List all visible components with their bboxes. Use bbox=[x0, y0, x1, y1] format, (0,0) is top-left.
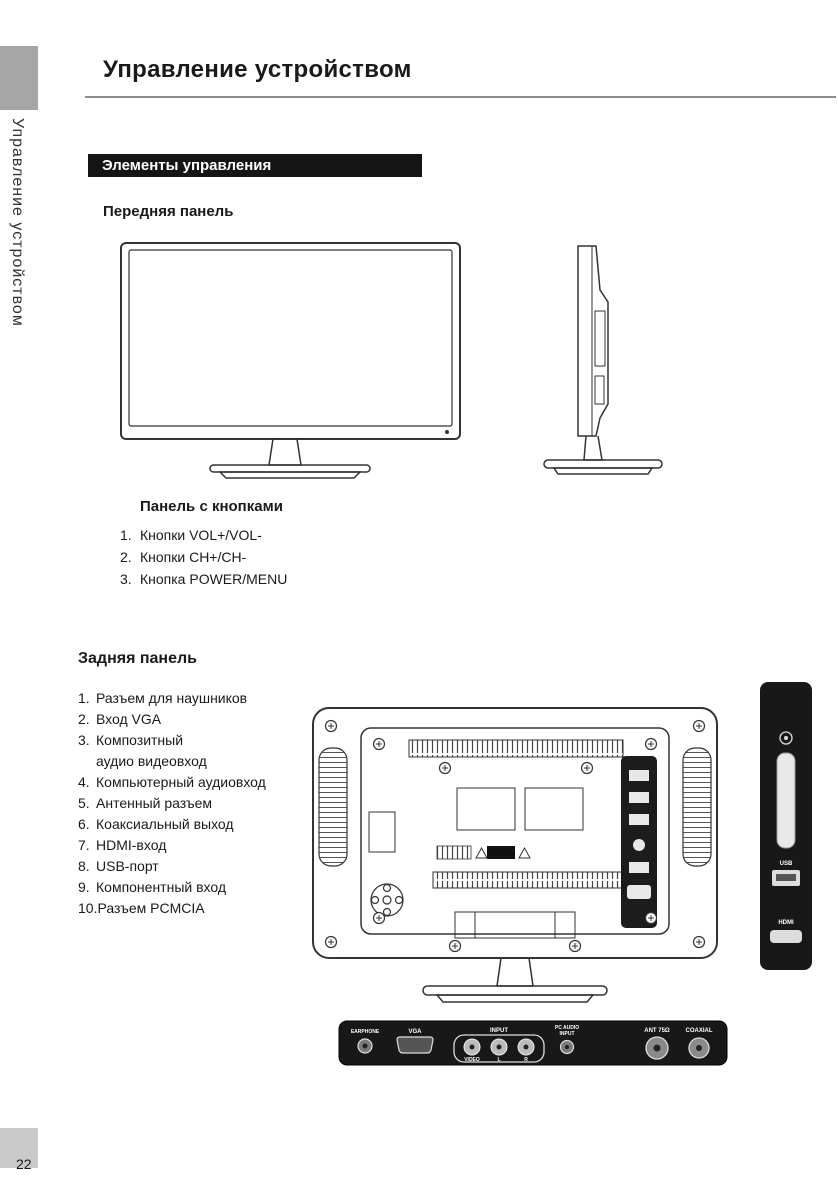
usb-port-inner bbox=[776, 874, 796, 881]
video-rca-center bbox=[470, 1045, 475, 1050]
item-number: 9. bbox=[78, 879, 90, 895]
item-number: 3. bbox=[120, 571, 132, 587]
hdmi-port bbox=[770, 930, 802, 943]
pc-audio-jack-center bbox=[565, 1045, 569, 1049]
tv-side-view bbox=[544, 246, 662, 474]
item-text: HDMI-вход bbox=[96, 837, 167, 853]
hdmi-label: HDMI bbox=[778, 920, 794, 926]
item-number: 5. bbox=[78, 795, 90, 811]
list-item bbox=[78, 688, 266, 709]
back-stand bbox=[423, 958, 607, 1002]
usb-label: USB bbox=[779, 861, 793, 867]
small-vent bbox=[437, 846, 471, 859]
item-text: Вход VGA bbox=[96, 711, 162, 727]
power-led-icon bbox=[445, 430, 449, 434]
stand-base bbox=[210, 465, 370, 472]
item-text: Кнопки VOL+/VOL- bbox=[140, 527, 262, 543]
label-sticker bbox=[457, 788, 515, 830]
back-panel-list bbox=[78, 688, 266, 919]
item-number: 2. bbox=[78, 711, 90, 727]
list-item bbox=[78, 814, 266, 835]
audio-r-rca-center bbox=[524, 1045, 529, 1050]
list-item bbox=[78, 709, 266, 730]
earphone-jack-center bbox=[363, 1044, 368, 1049]
title-divider bbox=[85, 96, 836, 98]
vga-connector-icon bbox=[397, 1037, 433, 1053]
side-stand-base bbox=[544, 460, 662, 468]
audio-l-label: L bbox=[497, 1057, 501, 1063]
list-item bbox=[78, 772, 266, 793]
audio-l-rca-center bbox=[497, 1045, 502, 1050]
item-text: Компьютерный аудиовход bbox=[96, 774, 266, 790]
item-number: 6. bbox=[78, 816, 90, 832]
top-vent bbox=[409, 740, 623, 757]
list-item bbox=[78, 856, 266, 877]
buttons-panel-heading: Панель с кнопками bbox=[140, 498, 283, 515]
front-panel-diagram bbox=[100, 236, 720, 486]
rear-connector-column bbox=[621, 756, 657, 928]
list-item bbox=[78, 877, 266, 898]
item-text: Кнопка POWER/MENU bbox=[140, 571, 288, 587]
item-number: 4. bbox=[78, 774, 90, 790]
input-label: INPUT bbox=[490, 1028, 508, 1034]
item-text-line1: Композитный bbox=[96, 732, 184, 748]
item-number: 10. bbox=[78, 900, 98, 916]
front-buttons-list bbox=[120, 524, 287, 590]
stand-neck bbox=[269, 439, 301, 465]
list-item bbox=[78, 730, 266, 772]
antenna-connector-center bbox=[654, 1045, 661, 1052]
antenna-label: ANT 75Ω bbox=[644, 1028, 670, 1034]
item-text: Компонентный вход bbox=[96, 879, 227, 895]
back-panel-diagram bbox=[305, 700, 725, 1010]
list-item bbox=[120, 568, 287, 590]
pc-audio-label-line1: PC AUDIO bbox=[554, 1025, 580, 1031]
back-panel-heading: Задняя панель bbox=[78, 650, 197, 667]
item-text: Разъем PCMCIA bbox=[97, 900, 205, 916]
list-item bbox=[78, 835, 266, 856]
front-panel-heading: Передняя панель bbox=[103, 203, 234, 220]
item-number: 2. bbox=[120, 549, 132, 565]
item-text: Кнопки CH+/CH- bbox=[140, 549, 247, 565]
sidebar-tab-top bbox=[0, 46, 38, 110]
video-label: VIDEO bbox=[464, 1057, 480, 1063]
sidebar-vertical-label: Управление устройством bbox=[9, 118, 26, 327]
item-number: 8. bbox=[78, 858, 90, 874]
audio-r-label: R bbox=[524, 1057, 528, 1063]
list-item bbox=[120, 546, 287, 568]
list-item bbox=[120, 524, 287, 546]
item-number: 7. bbox=[78, 837, 90, 853]
list-item bbox=[78, 898, 266, 919]
item-number: 3. bbox=[78, 732, 90, 748]
pcmcia-slot bbox=[777, 753, 795, 848]
right-speaker-grille bbox=[683, 748, 711, 866]
lower-vent bbox=[433, 872, 629, 888]
item-text: Разъем для наушников bbox=[96, 690, 248, 706]
coaxial-connector-center bbox=[696, 1045, 702, 1051]
vga-label: VGA bbox=[408, 1029, 422, 1035]
item-text: Антенный разъем bbox=[96, 795, 213, 811]
page-title: Управление устройством bbox=[103, 56, 412, 83]
side-connector-strip-diagram bbox=[757, 680, 815, 972]
earphone-label: EARPHONE bbox=[350, 1029, 380, 1035]
page-number: 22 bbox=[16, 1156, 32, 1172]
item-number: 1. bbox=[120, 527, 132, 543]
side-stand-neck bbox=[584, 436, 602, 460]
item-text: USB-порт bbox=[96, 858, 159, 874]
coaxial-label: COAXIAL bbox=[685, 1028, 713, 1034]
item-text bbox=[96, 730, 207, 772]
headphone-jack-center bbox=[784, 736, 788, 740]
item-text: Коаксиальный выход bbox=[96, 816, 234, 832]
label-sticker bbox=[525, 788, 583, 830]
pc-audio-label-line2: INPUT bbox=[559, 1031, 575, 1037]
left-speaker-grille bbox=[319, 748, 347, 866]
item-text-line2: аудио видеовход bbox=[96, 753, 207, 769]
section-banner: Элементы управления bbox=[88, 154, 422, 177]
rear-connector-strip-diagram bbox=[338, 1014, 728, 1070]
item-number: 1. bbox=[78, 690, 90, 706]
list-item bbox=[78, 793, 266, 814]
tv-front-view bbox=[121, 243, 460, 478]
